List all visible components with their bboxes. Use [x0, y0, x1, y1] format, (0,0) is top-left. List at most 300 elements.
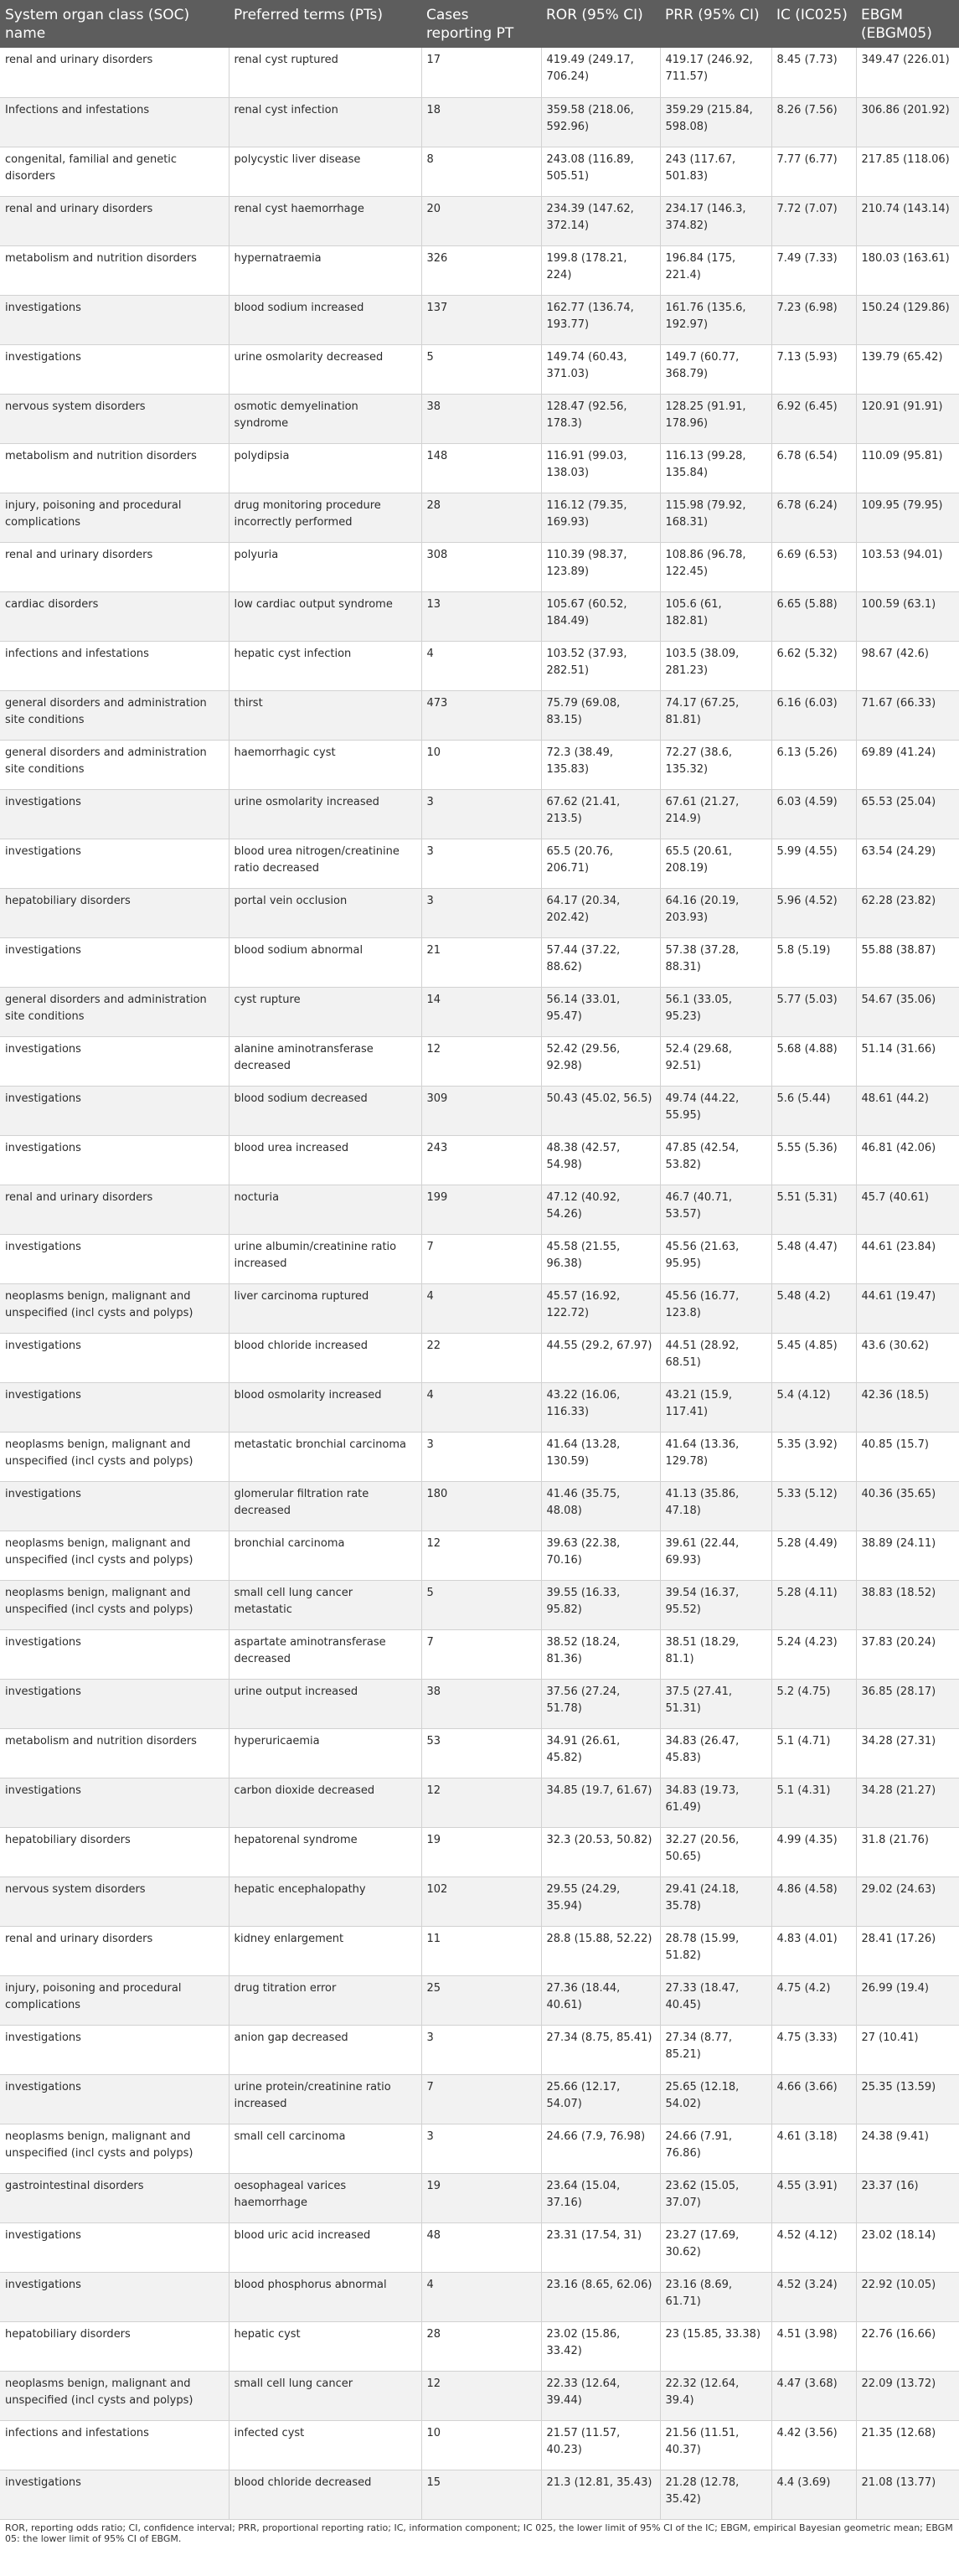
cell-ic: 5.33 (5.12): [771, 1481, 856, 1531]
cell-cases: 12: [421, 1036, 541, 1086]
cell-cases: 326: [421, 245, 541, 295]
cell-ebgm: 36.85 (28.17): [856, 1679, 959, 1728]
cell-ebgm: 120.91 (91.91): [856, 394, 959, 443]
cell-ebgm: 150.24 (129.86): [856, 295, 959, 344]
cell-prr: 115.98 (79.92, 168.31): [660, 493, 771, 542]
cell-ror: 65.5 (20.76, 206.71): [541, 839, 660, 888]
cell-prr: 103.5 (38.09, 281.23): [660, 641, 771, 690]
header-preferred-terms: Preferred terms (PTs): [229, 0, 421, 48]
cell-ic: 4.83 (4.01): [771, 1926, 856, 1975]
cell-ebgm: 69.89 (41.24): [856, 740, 959, 789]
table-footnote: ROR, reporting odds ratio; CI, confidence interval; PRR, proportional reporting ratio; IC, information component; IC 025, the lower limit of 95% CI of the IC; EBGM, empirical Bayesian geometric mean; EBGM 05: the lower limit of 95% CI of EBGM.: [5, 2522, 953, 2544]
cell-ebgm: 26.99 (19.4): [856, 1975, 959, 2025]
cell-ic: 4.55 (3.91): [771, 2173, 856, 2222]
cell-soc-name: investigations: [0, 1481, 229, 1531]
cell-prr: 23.27 (17.69, 30.62): [660, 2222, 771, 2272]
cell-soc-name: investigations: [0, 1778, 229, 1827]
cell-ebgm: 217.85 (118.06): [856, 147, 959, 196]
cell-ror: 23.16 (8.65, 62.06): [541, 2272, 660, 2321]
cell-preferred-term: low cardiac output syndrome: [229, 591, 421, 641]
cell-preferred-term: osmotic demyelination syndrome: [229, 394, 421, 443]
table-row: [0, 641, 959, 690]
cell-preferred-term: polycystic liver disease: [229, 147, 421, 196]
cell-cases: 10: [421, 740, 541, 789]
cell-cases: 28: [421, 2321, 541, 2371]
cell-prr: 39.54 (16.37, 95.52): [660, 1580, 771, 1629]
cell-preferred-term: hyperuricaemia: [229, 1728, 421, 1778]
cell-cases: 22: [421, 1333, 541, 1382]
cell-prr: 37.5 (27.41, 51.31): [660, 1679, 771, 1728]
cell-ebgm: 306.86 (201.92): [856, 97, 959, 147]
cell-cases: 308: [421, 542, 541, 591]
cell-ror: 37.56 (27.24, 51.78): [541, 1679, 660, 1728]
cell-ic: 4.52 (4.12): [771, 2222, 856, 2272]
cell-ror: 23.02 (15.86, 33.42): [541, 2321, 660, 2371]
cell-cases: 48: [421, 2222, 541, 2272]
cell-soc-name: investigations: [0, 1382, 229, 1432]
cell-ebgm: 103.53 (94.01): [856, 542, 959, 591]
cell-ic: 6.65 (5.88): [771, 591, 856, 641]
table-row: [0, 1432, 959, 1481]
cell-cases: 7: [421, 1629, 541, 1679]
cell-ror: 128.47 (92.56, 178.3): [541, 394, 660, 443]
cell-ebgm: 29.02 (24.63): [856, 1877, 959, 1926]
table-row: [0, 2074, 959, 2124]
cell-ic: 4.86 (4.58): [771, 1877, 856, 1926]
cell-ic: 4.51 (3.98): [771, 2321, 856, 2371]
cell-ror: 41.46 (35.75, 48.08): [541, 1481, 660, 1531]
header-soc-name: System organ class (SOC) name: [0, 0, 229, 48]
cell-ic: 5.99 (4.55): [771, 839, 856, 888]
cell-preferred-term: portal vein occlusion: [229, 888, 421, 937]
cell-preferred-term: urine output increased: [229, 1679, 421, 1728]
table-row: [0, 1531, 959, 1580]
cell-ror: 199.8 (178.21, 224): [541, 245, 660, 295]
table-row: [0, 542, 959, 591]
cell-cases: 3: [421, 2025, 541, 2074]
cell-ror: 116.91 (99.03, 138.03): [541, 443, 660, 493]
cell-prr: 41.64 (13.36, 129.78): [660, 1432, 771, 1481]
cell-soc-name: investigations: [0, 2074, 229, 2124]
cell-ror: 45.57 (16.92, 122.72): [541, 1283, 660, 1333]
cell-cases: 7: [421, 2074, 541, 2124]
cell-ror: 32.3 (20.53, 50.82): [541, 1827, 660, 1877]
cell-ror: 52.42 (29.56, 92.98): [541, 1036, 660, 1086]
cell-ror: 72.3 (38.49, 135.83): [541, 740, 660, 789]
cell-ic: 6.16 (6.03): [771, 690, 856, 740]
cell-ror: 105.67 (60.52, 184.49): [541, 591, 660, 641]
cell-soc-name: renal and urinary disorders: [0, 196, 229, 245]
cell-soc-name: metabolism and nutrition disorders: [0, 245, 229, 295]
cell-preferred-term: urine albumin/creatinine ratio increased: [229, 1234, 421, 1283]
cell-cases: 5: [421, 1580, 541, 1629]
table-row: [0, 1679, 959, 1728]
table-row: [0, 1185, 959, 1234]
cell-prr: 108.86 (96.78, 122.45): [660, 542, 771, 591]
cell-ror: 29.55 (24.29, 35.94): [541, 1877, 660, 1926]
cell-ic: 4.52 (3.24): [771, 2272, 856, 2321]
cell-ror: 243.08 (116.89, 505.51): [541, 147, 660, 196]
cell-ebgm: 100.59 (63.1): [856, 591, 959, 641]
cell-ebgm: 25.35 (13.59): [856, 2074, 959, 2124]
table-row: [0, 1877, 959, 1926]
cell-cases: 309: [421, 1086, 541, 1135]
cell-ebgm: 62.28 (23.82): [856, 888, 959, 937]
cell-soc-name: investigations: [0, 1234, 229, 1283]
cell-cases: 243: [421, 1135, 541, 1185]
cell-ror: 23.31 (17.54, 31): [541, 2222, 660, 2272]
cell-ic: 5.96 (4.52): [771, 888, 856, 937]
cell-preferred-term: small cell lung cancer metastatic: [229, 1580, 421, 1629]
table-row: [0, 2025, 959, 2074]
header-ebgm: EBGM (EBGM05): [856, 0, 959, 48]
table-row: [0, 1975, 959, 2025]
cell-ebgm: 34.28 (21.27): [856, 1778, 959, 1827]
cell-soc-name: injury, poisoning and procedural complications: [0, 493, 229, 542]
cell-cases: 12: [421, 2371, 541, 2420]
cell-soc-name: investigations: [0, 1333, 229, 1382]
cell-ror: 419.49 (249.17, 706.24): [541, 48, 660, 97]
cell-prr: 128.25 (91.91, 178.96): [660, 394, 771, 443]
cell-ror: 21.57 (11.57, 40.23): [541, 2420, 660, 2470]
cell-preferred-term: haemorrhagic cyst: [229, 740, 421, 789]
cell-preferred-term: small cell carcinoma: [229, 2124, 421, 2173]
cell-preferred-term: drug monitoring procedure incorrectly performed: [229, 493, 421, 542]
cell-prr: 29.41 (24.18, 35.78): [660, 1877, 771, 1926]
table-row: [0, 2124, 959, 2173]
cell-ebgm: 44.61 (23.84): [856, 1234, 959, 1283]
cell-prr: 21.28 (12.78, 35.42): [660, 2470, 771, 2519]
cell-preferred-term: nocturia: [229, 1185, 421, 1234]
cell-cases: 53: [421, 1728, 541, 1778]
cell-soc-name: Infections and infestations: [0, 97, 229, 147]
cell-preferred-term: blood sodium increased: [229, 295, 421, 344]
cell-preferred-term: renal cyst haemorrhage: [229, 196, 421, 245]
cell-ror: 34.85 (19.7, 61.67): [541, 1778, 660, 1827]
header-row: [0, 0, 959, 48]
cell-soc-name: investigations: [0, 1679, 229, 1728]
cell-ror: 24.66 (7.9, 76.98): [541, 2124, 660, 2173]
cell-preferred-term: metastatic bronchial carcinoma: [229, 1432, 421, 1481]
table-row: [0, 1382, 959, 1432]
cell-soc-name: neoplasms benign, malignant and unspecified (incl cysts and polyps): [0, 2371, 229, 2420]
table-row: [0, 987, 959, 1036]
table-row: [0, 1036, 959, 1086]
cell-cases: 12: [421, 1778, 541, 1827]
cell-ic: 4.4 (3.69): [771, 2470, 856, 2519]
cell-preferred-term: urine osmolarity increased: [229, 789, 421, 839]
cell-preferred-term: hepatorenal syndrome: [229, 1827, 421, 1877]
cell-ebgm: 63.54 (24.29): [856, 839, 959, 888]
cell-prr: 56.1 (33.05, 95.23): [660, 987, 771, 1036]
cell-cases: 137: [421, 295, 541, 344]
cell-cases: 38: [421, 394, 541, 443]
table-row: [0, 1827, 959, 1877]
cell-ebgm: 31.8 (21.76): [856, 1827, 959, 1877]
cell-cases: 19: [421, 2173, 541, 2222]
cell-ror: 48.38 (42.57, 54.98): [541, 1135, 660, 1185]
cell-prr: 21.56 (11.51, 40.37): [660, 2420, 771, 2470]
cell-cases: 14: [421, 987, 541, 1036]
table-row: [0, 1135, 959, 1185]
cell-ebgm: 23.37 (16): [856, 2173, 959, 2222]
table-row: [0, 2470, 959, 2519]
cell-ic: 5.8 (5.19): [771, 937, 856, 987]
cell-ic: 5.45 (4.85): [771, 1333, 856, 1382]
cell-soc-name: investigations: [0, 2025, 229, 2074]
table-row: [0, 1728, 959, 1778]
cell-ebgm: 55.88 (38.87): [856, 937, 959, 987]
cell-ror: 50.43 (45.02, 56.5): [541, 1086, 660, 1135]
cell-soc-name: metabolism and nutrition disorders: [0, 443, 229, 493]
cell-preferred-term: cyst rupture: [229, 987, 421, 1036]
cell-soc-name: investigations: [0, 295, 229, 344]
cell-soc-name: investigations: [0, 1629, 229, 1679]
cell-prr: 27.33 (18.47, 40.45): [660, 1975, 771, 2025]
cell-ic: 6.78 (6.54): [771, 443, 856, 493]
cell-prr: 44.51 (28.92, 68.51): [660, 1333, 771, 1382]
cell-preferred-term: blood phosphorus abnormal: [229, 2272, 421, 2321]
cell-ic: 5.28 (4.49): [771, 1531, 856, 1580]
cell-soc-name: investigations: [0, 2272, 229, 2321]
cell-preferred-term: blood chloride decreased: [229, 2470, 421, 2519]
cell-cases: 20: [421, 196, 541, 245]
table-row: [0, 48, 959, 97]
cell-ic: 7.72 (7.07): [771, 196, 856, 245]
cell-preferred-term: oesophageal varices haemorrhage: [229, 2173, 421, 2222]
cell-ebgm: 51.14 (31.66): [856, 1036, 959, 1086]
cell-soc-name: nervous system disorders: [0, 1877, 229, 1926]
cell-soc-name: infections and infestations: [0, 2420, 229, 2470]
cell-cases: 18: [421, 97, 541, 147]
cell-soc-name: cardiac disorders: [0, 591, 229, 641]
cell-ebgm: 27 (10.41): [856, 2025, 959, 2074]
table-row: [0, 789, 959, 839]
table-row: [0, 1086, 959, 1135]
cell-ror: 162.77 (136.74, 193.77): [541, 295, 660, 344]
cell-preferred-term: hepatic encephalopathy: [229, 1877, 421, 1926]
cell-prr: 67.61 (21.27, 214.9): [660, 789, 771, 839]
cell-ebgm: 71.67 (66.33): [856, 690, 959, 740]
table-row: [0, 2272, 959, 2321]
cell-cases: 180: [421, 1481, 541, 1531]
cell-ror: 116.12 (79.35, 169.93): [541, 493, 660, 542]
cell-cases: 3: [421, 789, 541, 839]
cell-ic: 5.48 (4.2): [771, 1283, 856, 1333]
cell-prr: 161.76 (135.6, 192.97): [660, 295, 771, 344]
table-row: [0, 443, 959, 493]
cell-cases: 148: [421, 443, 541, 493]
header-ror: ROR (95% CI): [541, 0, 660, 48]
cell-ebgm: 38.83 (18.52): [856, 1580, 959, 1629]
cell-soc-name: infections and infestations: [0, 641, 229, 690]
cell-preferred-term: anion gap decreased: [229, 2025, 421, 2074]
cell-ic: 5.1 (4.31): [771, 1778, 856, 1827]
cell-soc-name: investigations: [0, 1135, 229, 1185]
cell-ic: 4.99 (4.35): [771, 1827, 856, 1877]
table-row: [0, 2321, 959, 2371]
table-row: [0, 2371, 959, 2420]
cell-ror: 56.14 (33.01, 95.47): [541, 987, 660, 1036]
cell-cases: 38: [421, 1679, 541, 1728]
cell-ebgm: 21.35 (12.68): [856, 2420, 959, 2470]
cell-preferred-term: blood sodium decreased: [229, 1086, 421, 1135]
cell-soc-name: renal and urinary disorders: [0, 1185, 229, 1234]
cell-ic: 5.2 (4.75): [771, 1679, 856, 1728]
cell-ror: 47.12 (40.92, 54.26): [541, 1185, 660, 1234]
cell-preferred-term: drug titration error: [229, 1975, 421, 2025]
cell-ror: 234.39 (147.62, 372.14): [541, 196, 660, 245]
cell-prr: 52.4 (29.68, 92.51): [660, 1036, 771, 1086]
cell-prr: 43.21 (15.9, 117.41): [660, 1382, 771, 1432]
table-row: [0, 394, 959, 443]
cell-ror: 41.64 (13.28, 130.59): [541, 1432, 660, 1481]
cell-prr: 25.65 (12.18, 54.02): [660, 2074, 771, 2124]
cell-ic: 5.6 (5.44): [771, 1086, 856, 1135]
cell-ebgm: 28.41 (17.26): [856, 1926, 959, 1975]
cell-ebgm: 98.67 (42.6): [856, 641, 959, 690]
cell-ebgm: 109.95 (79.95): [856, 493, 959, 542]
cell-cases: 4: [421, 2272, 541, 2321]
cell-ror: 39.63 (22.38, 70.16): [541, 1531, 660, 1580]
cell-ic: 6.62 (5.32): [771, 641, 856, 690]
cell-soc-name: neoplasms benign, malignant and unspecified (incl cysts and polyps): [0, 1580, 229, 1629]
cell-ebgm: 180.03 (163.61): [856, 245, 959, 295]
cell-ic: 5.1 (4.71): [771, 1728, 856, 1778]
cell-prr: 45.56 (16.77, 123.8): [660, 1283, 771, 1333]
cell-preferred-term: blood sodium abnormal: [229, 937, 421, 987]
cell-ebgm: 22.76 (16.66): [856, 2321, 959, 2371]
cell-cases: 7: [421, 1234, 541, 1283]
table-row: [0, 1234, 959, 1283]
cell-preferred-term: urine protein/creatinine ratio increased: [229, 2074, 421, 2124]
cell-ror: 67.62 (21.41, 213.5): [541, 789, 660, 839]
cell-preferred-term: renal cyst ruptured: [229, 48, 421, 97]
cell-soc-name: congenital, familial and genetic disorders: [0, 147, 229, 196]
table-row: [0, 2173, 959, 2222]
cell-ror: 34.91 (26.61, 45.82): [541, 1728, 660, 1778]
cell-preferred-term: blood chloride increased: [229, 1333, 421, 1382]
cell-cases: 473: [421, 690, 541, 740]
table-row: [0, 740, 959, 789]
table-row: [0, 1481, 959, 1531]
cell-ic: 5.28 (4.11): [771, 1580, 856, 1629]
cell-soc-name: investigations: [0, 839, 229, 888]
cell-cases: 17: [421, 48, 541, 97]
cell-ebgm: 139.79 (65.42): [856, 344, 959, 394]
cell-ror: 43.22 (16.06, 116.33): [541, 1382, 660, 1432]
cell-soc-name: hepatobiliary disorders: [0, 888, 229, 937]
cell-ic: 5.35 (3.92): [771, 1432, 856, 1481]
cell-ebgm: 24.38 (9.41): [856, 2124, 959, 2173]
cell-prr: 27.34 (8.77, 85.21): [660, 2025, 771, 2074]
cell-preferred-term: hepatic cyst infection: [229, 641, 421, 690]
table-row: [0, 2420, 959, 2470]
table-row: [0, 196, 959, 245]
cell-ebgm: 34.28 (27.31): [856, 1728, 959, 1778]
cell-prr: 64.16 (20.19, 203.93): [660, 888, 771, 937]
table-row: [0, 2222, 959, 2272]
cell-ror: 64.17 (20.34, 202.42): [541, 888, 660, 937]
cell-ebgm: 46.81 (42.06): [856, 1135, 959, 1185]
table-row: [0, 295, 959, 344]
cell-cases: 5: [421, 344, 541, 394]
cell-soc-name: renal and urinary disorders: [0, 542, 229, 591]
cell-ebgm: 22.92 (10.05): [856, 2272, 959, 2321]
cell-prr: 243 (117.67, 501.83): [660, 147, 771, 196]
table-row: [0, 1283, 959, 1333]
cell-ic: 4.42 (3.56): [771, 2420, 856, 2470]
table-header: [0, 0, 959, 48]
cell-soc-name: metabolism and nutrition disorders: [0, 1728, 229, 1778]
cell-prr: 23 (15.85, 33.38): [660, 2321, 771, 2371]
cell-prr: 34.83 (19.73, 61.49): [660, 1778, 771, 1827]
cell-prr: 72.27 (38.6, 135.32): [660, 740, 771, 789]
cell-prr: 234.17 (146.3, 374.82): [660, 196, 771, 245]
cell-ic: 7.23 (6.98): [771, 295, 856, 344]
header-prr: PRR (95% CI): [660, 0, 771, 48]
cell-ebgm: 40.36 (35.65): [856, 1481, 959, 1531]
cell-soc-name: neoplasms benign, malignant and unspecified (incl cysts and polyps): [0, 1432, 229, 1481]
table-row: [0, 1629, 959, 1679]
cell-soc-name: general disorders and administration site conditions: [0, 690, 229, 740]
cell-cases: 3: [421, 839, 541, 888]
cell-ebgm: 23.02 (18.14): [856, 2222, 959, 2272]
cell-prr: 116.13 (99.28, 135.84): [660, 443, 771, 493]
cell-ror: 75.79 (69.08, 83.15): [541, 690, 660, 740]
cell-preferred-term: carbon dioxide decreased: [229, 1778, 421, 1827]
cell-prr: 105.6 (61, 182.81): [660, 591, 771, 641]
cell-prr: 47.85 (42.54, 53.82): [660, 1135, 771, 1185]
table-row: [0, 245, 959, 295]
cell-ic: 6.92 (6.45): [771, 394, 856, 443]
cell-cases: 13: [421, 591, 541, 641]
cell-prr: 57.38 (37.28, 88.31): [660, 937, 771, 987]
cell-ror: 27.34 (8.75, 85.41): [541, 2025, 660, 2074]
cell-prr: 38.51 (18.29, 81.1): [660, 1629, 771, 1679]
table-row: [0, 937, 959, 987]
cell-ic: 5.4 (4.12): [771, 1382, 856, 1432]
cell-preferred-term: hepatic cyst: [229, 2321, 421, 2371]
cell-ebgm: 44.61 (19.47): [856, 1283, 959, 1333]
cell-prr: 23.62 (15.05, 37.07): [660, 2173, 771, 2222]
cell-ic: 8.45 (7.73): [771, 48, 856, 97]
cell-preferred-term: alanine aminotransferase decreased: [229, 1036, 421, 1086]
cell-prr: 149.7 (60.77, 368.79): [660, 344, 771, 394]
cell-ror: 39.55 (16.33, 95.82): [541, 1580, 660, 1629]
cell-ror: 45.58 (21.55, 96.38): [541, 1234, 660, 1283]
table-row: [0, 888, 959, 937]
table-row: [0, 1580, 959, 1629]
cell-cases: 19: [421, 1827, 541, 1877]
cell-ror: 149.74 (60.43, 371.03): [541, 344, 660, 394]
cell-soc-name: investigations: [0, 2470, 229, 2519]
cell-ror: 21.3 (12.81, 35.43): [541, 2470, 660, 2519]
cell-prr: 196.84 (175, 221.4): [660, 245, 771, 295]
cell-ic: 5.24 (4.23): [771, 1629, 856, 1679]
cell-ic: 6.13 (5.26): [771, 740, 856, 789]
cell-cases: 11: [421, 1926, 541, 1975]
cell-cases: 10: [421, 2420, 541, 2470]
cell-ic: 5.77 (5.03): [771, 987, 856, 1036]
cell-soc-name: investigations: [0, 2222, 229, 2272]
cell-preferred-term: blood urea nitrogen/creatinine ratio decreased: [229, 839, 421, 888]
cell-ebgm: 45.7 (40.61): [856, 1185, 959, 1234]
cell-ic: 5.51 (5.31): [771, 1185, 856, 1234]
cell-cases: 4: [421, 1283, 541, 1333]
cell-soc-name: hepatobiliary disorders: [0, 1827, 229, 1877]
table-body: [0, 48, 959, 2519]
